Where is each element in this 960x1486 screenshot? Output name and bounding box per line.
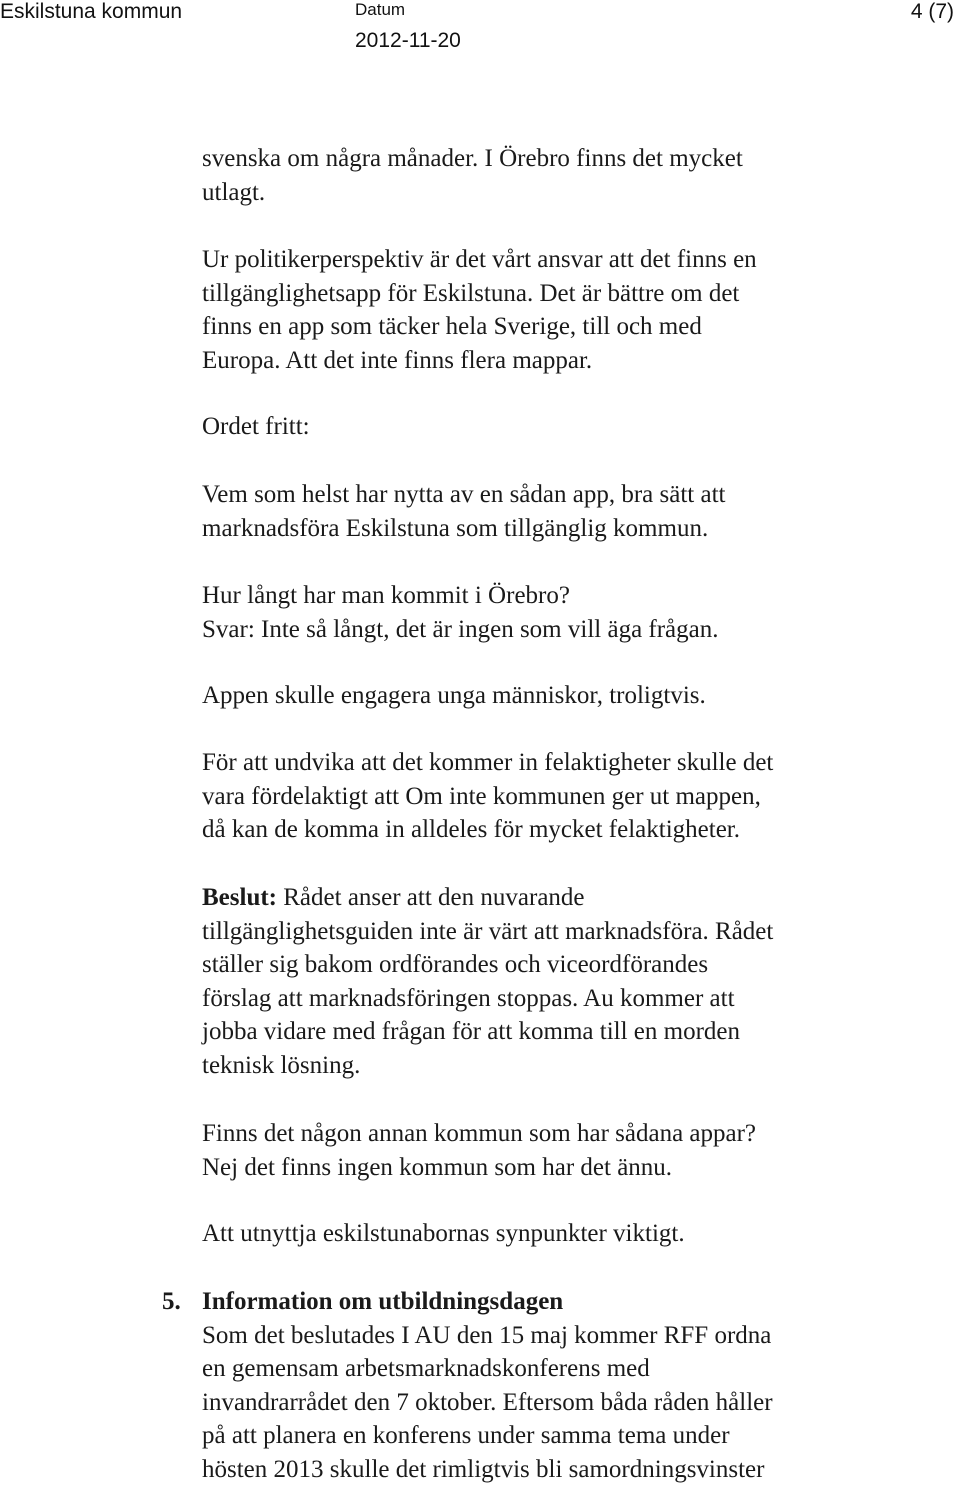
text-line: jobba vidare med frågan för att komma till en morden bbox=[202, 1015, 942, 1049]
text-line: tillgänglighetsapp för Eskilstuna. Det är bättre om det bbox=[202, 277, 942, 311]
paragraph-9 bbox=[202, 1117, 942, 1184]
text-line: förslag att marknadsföringen stoppas. Au kommer att bbox=[202, 982, 942, 1016]
text-line: svenska om några månader. I Örebro finns det mycket bbox=[202, 142, 942, 176]
text-line: marknadsföra Eskilstuna som tillgänglig kommun. bbox=[202, 512, 942, 546]
text-line bbox=[202, 881, 942, 915]
section-5 bbox=[202, 1285, 942, 1486]
paragraph-6 bbox=[202, 679, 942, 713]
paragraph-4 bbox=[202, 478, 942, 545]
decision-text: Rådet anser att den nuvarande bbox=[277, 884, 585, 911]
text-line: teknisk lösning. bbox=[202, 1049, 942, 1083]
paragraph-ordet-fritt bbox=[202, 410, 942, 444]
text-line: på att planera en konferens under samma tema under bbox=[202, 1419, 942, 1453]
decision-label: Beslut: bbox=[202, 884, 277, 911]
document-date: 2012-11-20 bbox=[355, 29, 461, 53]
text-line: Ordet fritt: bbox=[202, 410, 942, 444]
text-line: Ur politikerperspektiv är det vårt ansvar att det finns en bbox=[202, 243, 942, 277]
text-line: Vem som helst har nytta av en sådan app, bra sätt att bbox=[202, 478, 942, 512]
section-number: 5. bbox=[162, 1285, 181, 1319]
text-line: Finns det någon annan kommun som har sådana appar? bbox=[202, 1117, 942, 1151]
organization-name: Eskilstuna kommun bbox=[0, 0, 182, 24]
decision-paragraph bbox=[202, 881, 942, 1082]
text-line: en gemensam arbetsmarknadskonferens med bbox=[202, 1352, 942, 1386]
text-line: Hur långt har man kommit i Örebro? bbox=[202, 579, 942, 613]
paragraph-7 bbox=[202, 746, 942, 847]
section-title: Information om utbildningsdagen bbox=[202, 1285, 942, 1319]
paragraph-2 bbox=[202, 243, 942, 377]
text-line: Europa. Att det inte finns flera mappar. bbox=[202, 344, 942, 378]
date-label: Datum bbox=[355, 0, 405, 20]
text-line: För att undvika att det kommer in felaktigheter skulle det bbox=[202, 746, 942, 780]
text-line: invandrarrådet den 7 oktober. Eftersom båda råden håller bbox=[202, 1386, 942, 1420]
paragraph-1 bbox=[202, 142, 942, 209]
text-line: Nej det finns ingen kommun som har det ännu. bbox=[202, 1151, 942, 1185]
text-line: Som det beslutades I AU den 15 maj kommer RFF ordna bbox=[202, 1319, 942, 1353]
text-line: ställer sig bakom ordförandes och viceordförandes bbox=[202, 948, 942, 982]
text-line: Att utnyttja eskilstunabornas synpunkter viktigt. bbox=[202, 1217, 942, 1251]
text-line: finns en app som täcker hela Sverige, till och med bbox=[202, 310, 942, 344]
text-line: då kan de komma in alldeles för mycket felaktigheter. bbox=[202, 813, 942, 847]
text-line: tillgänglighetsguiden inte är värt att marknadsföra. Rådet bbox=[202, 915, 942, 949]
text-line: vara fördelaktigt att Om inte kommunen ger ut mappen, bbox=[202, 780, 942, 814]
page-number: 4 (7) bbox=[911, 0, 954, 24]
paragraph-5 bbox=[202, 579, 942, 646]
text-line: hösten 2013 skulle det rimligtvis bli samordningsvinster bbox=[202, 1453, 942, 1486]
paragraph-10 bbox=[202, 1217, 942, 1251]
text-line: utlagt. bbox=[202, 176, 942, 210]
text-line: Appen skulle engagera unga människor, troligtvis. bbox=[202, 679, 942, 713]
text-line: Svar: Inte så långt, det är ingen som vill äga frågan. bbox=[202, 613, 942, 647]
